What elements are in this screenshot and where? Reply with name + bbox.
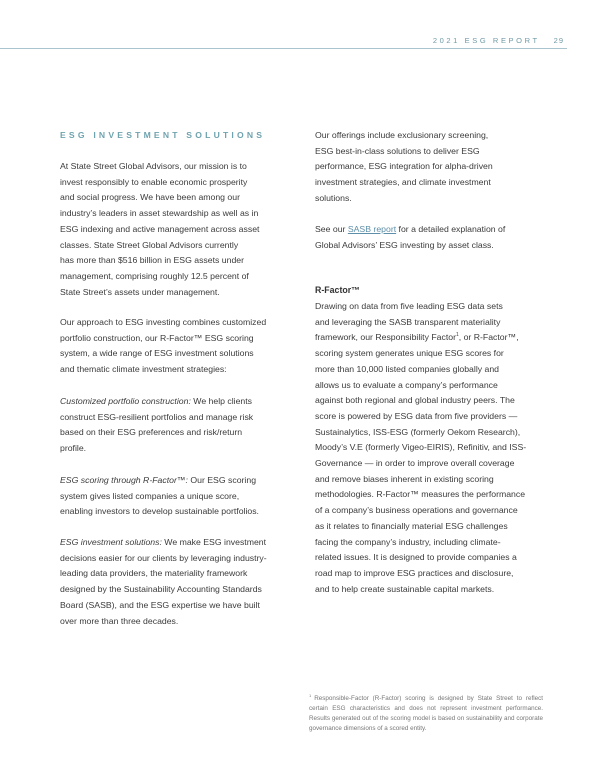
text-line: and remove biases inherent in existing scoring — [315, 473, 494, 484]
text-line: and thematic climate investment strategies: — [60, 364, 227, 375]
left-paragraph-3 — [60, 394, 253, 457]
text-line: allows us to evaluate a company’s performance — [315, 379, 498, 390]
footnote-mark: 1 — [309, 692, 312, 698]
left-paragraph-5 — [60, 535, 267, 629]
text-line: Our offerings include exclusionary screening, — [315, 130, 489, 140]
text-line: scoring system generates unique ESG scores for — [315, 348, 504, 359]
text-line: and to help create sustainable capital markets. — [315, 583, 495, 594]
text-line: Board (SASB), and the ESG expertise we have built — [60, 599, 260, 610]
text-line: ESG investment solutions: We make ESG investment — [60, 537, 267, 547]
section-title: ESG INVESTMENT SOLUTIONS — [60, 130, 266, 140]
text-line: construct ESG-resilient portfolios and manage risk — [60, 411, 254, 422]
text-line: methodologies. R-Factor™ measures the performance — [315, 489, 526, 500]
report-title: 2021 ESG REPORT — [432, 36, 540, 45]
text-line: performance, ESG integration for alpha-driven — [315, 161, 493, 172]
text-line: industry’s leaders in asset stewardship as well as in — [60, 208, 259, 219]
lead-in: ESG scoring through R-Factor™: — [60, 475, 188, 485]
text-line: Governance — in order to improve overall coverage — [315, 458, 515, 469]
text-line: Moody’s V.E (formerly Vigeo-EIRIS), Refinitiv, and ISS- — [315, 442, 527, 453]
text-line: invest responsibly to enable economic prosperity — [60, 176, 248, 187]
text-line: system, a wide range of ESG investment solutions — [60, 348, 254, 359]
text-line: ESG best-in-class solutions to deliver ESG — [315, 145, 480, 156]
text-line: related issues. It is designed to provide companies a — [315, 552, 517, 563]
text-line: score is powered by ESG data from five providers — — [315, 410, 518, 421]
text-line: and leveraging the SASB transparent materiality — [315, 316, 501, 327]
subheading-r-factor: R-Factor™ — [315, 285, 360, 295]
text-line: of a company’s business operations and governance — [315, 505, 518, 516]
right-paragraph-2 — [315, 222, 505, 253]
page-number: 29 — [553, 36, 564, 45]
left-paragraph-4 — [60, 473, 259, 520]
text: framework, our Responsibility Factor — [315, 332, 456, 343]
text-line: system gives listed companies a unique score, — [60, 490, 240, 501]
text-line: solutions. — [315, 192, 352, 203]
text-line: ESG indexing and active management across asset — [60, 223, 260, 234]
text-line: profile. — [60, 443, 87, 454]
text-line: ESG scoring through R-Factor™: Our ESG scoring — [60, 475, 257, 485]
left-paragraph-1 — [60, 159, 259, 300]
text-line: facing the company’s industry, including climate- — [315, 536, 501, 547]
text-line: Sustainalytics, ISS-ESG (formerly Oekom Research), — [315, 426, 521, 437]
text-line: leading data providers, the materiality framework — [60, 568, 248, 579]
text-line: enabling investors to develop sustainable portfolios. — [60, 506, 259, 517]
right-paragraph-1 — [315, 128, 493, 207]
footnote — [309, 694, 543, 734]
footnote-reference[interactable]: 1 — [455, 332, 459, 339]
text-line: State Street’s assets under management. — [60, 286, 220, 297]
text-line: Drawing on data from five leading ESG data sets — [315, 301, 503, 311]
text-line: against both regional and global industry peers. The — [315, 395, 515, 406]
text-line: and social progress. We have been among our — [60, 192, 240, 203]
text-line: At State Street Global Advisors, our mission is to — [60, 161, 247, 171]
text-line: road map to improve ESG practices and disclosure, — [315, 567, 514, 578]
text: Global Advisors’ ESG investing by asset class. — [315, 239, 494, 250]
sasb-report-link[interactable]: SASB report — [347, 224, 397, 234]
text-line: portfolio construction, our R-Factor™ ESG scoring — [60, 332, 254, 343]
text-line: investment strategies, and climate investment — [315, 177, 491, 188]
header-divider — [0, 48, 567, 49]
text: for a detailed explanation of — [396, 224, 506, 234]
left-paragraph-2 — [60, 315, 266, 378]
text-line: has more than $516 billion in ESG assets under — [60, 255, 244, 266]
text: , or R-Factor™, — [458, 332, 519, 343]
text: See our — [315, 224, 348, 234]
text-line: as it relates to financially material ESG challenges — [315, 520, 508, 531]
text-line: based on their ESG preferences and risk/return — [60, 427, 243, 438]
text-line: decisions easier for our clients by leveraging industry- — [60, 552, 267, 563]
text-line: designed by the Sustainability Accounting Standards — [60, 584, 262, 595]
running-header — [433, 36, 564, 45]
text-line: management, comprising roughly 12.5 percent of — [60, 270, 249, 281]
text-line: Customized portfolio construction: We help clients — [60, 396, 253, 406]
lead-in: Customized portfolio construction: — [60, 396, 191, 406]
text-line: classes. State Street Global Advisors currently — [60, 239, 239, 250]
text-line: Our approach to ESG investing combines customized — [60, 317, 267, 327]
text-line: more than 10,000 listed companies globally and — [315, 363, 500, 374]
text-line: over more than three decades. — [60, 615, 179, 626]
lead-in: ESG investment solutions: — [60, 537, 162, 547]
right-paragraph-3 — [315, 299, 526, 597]
footnote-text: Responsible-Factor (R-Factor) scoring is designed by State Street to reflect certain ESG characteristics and does not represent investment performance. Results generated out of the scoring model is based on sustainability and corporate governance dimensions of a scored entity. — [309, 695, 543, 732]
